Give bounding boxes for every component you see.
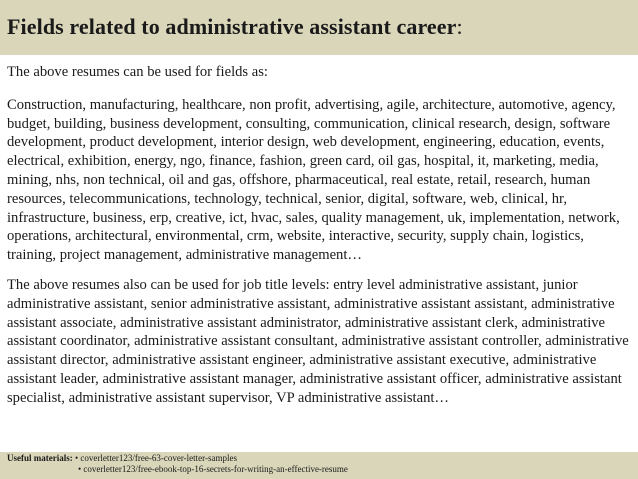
footer-line-2 xyxy=(7,464,638,475)
fields-list: Construction, manufacturing, healthcare, non profit, advertising, agile, architecture, automotive, agency, budget, building, business development, consulting, communication, clinical research, design, software development, product development, interior design, web development, engineering, education, events, electrical, exhibition, energy, ngo, finance, fashion, green card, oil gas, hospital, it, marketing, media, mining, nhs, non technical, oil and gas, offshore, pharmaceutical, real estate, retail, research, human resources, telecommunications, technology, technical, senior, digital, software, web, clinical, hr, infrastructure, business, erp, creative, ict, hvac, sales, quality management, uk, implementation, network, operations, architectural, environmental, crm, website, interactive, security, supply chain, logistics, training, project management, administrative management… xyxy=(7,96,620,264)
footer-link-2[interactable]: • coverletter123/free-ebook-top-16-secrets-for-writing-an-effective-resume xyxy=(78,464,348,474)
page-title-colon: : xyxy=(456,14,463,39)
page-title xyxy=(7,14,638,40)
page-title-text: Fields related to administrative assistant career xyxy=(7,14,457,39)
main-content xyxy=(7,63,633,408)
footer-line-1 xyxy=(7,453,638,464)
job-titles-list: The above resumes also can be used for job title levels: entry level administrative assistant, junior administrative assistant, senior administrative assistant, administrative assistant assistant, administrative assistant associate, administrative assistant administrator, administrative assistant clerk, administrative assistant coordinator, administrative assistant consultant, administrative assistant controller, administrative assistant director, administrative assistant engineer, administrative assistant executive, administrative assistant leader, administrative assistant manager, administrative assistant officer, administrative assistant specialist, administrative assistant supervisor, VP administrative assistant… xyxy=(7,276,629,406)
footer-link-1[interactable]: • coverletter123/free-63-cover-letter-samples xyxy=(74,453,237,463)
title-bar xyxy=(0,0,638,55)
footer xyxy=(0,452,638,479)
intro-text: The above resumes can be used for fields as: xyxy=(7,64,268,80)
footer-label: Useful materials: xyxy=(7,453,73,463)
